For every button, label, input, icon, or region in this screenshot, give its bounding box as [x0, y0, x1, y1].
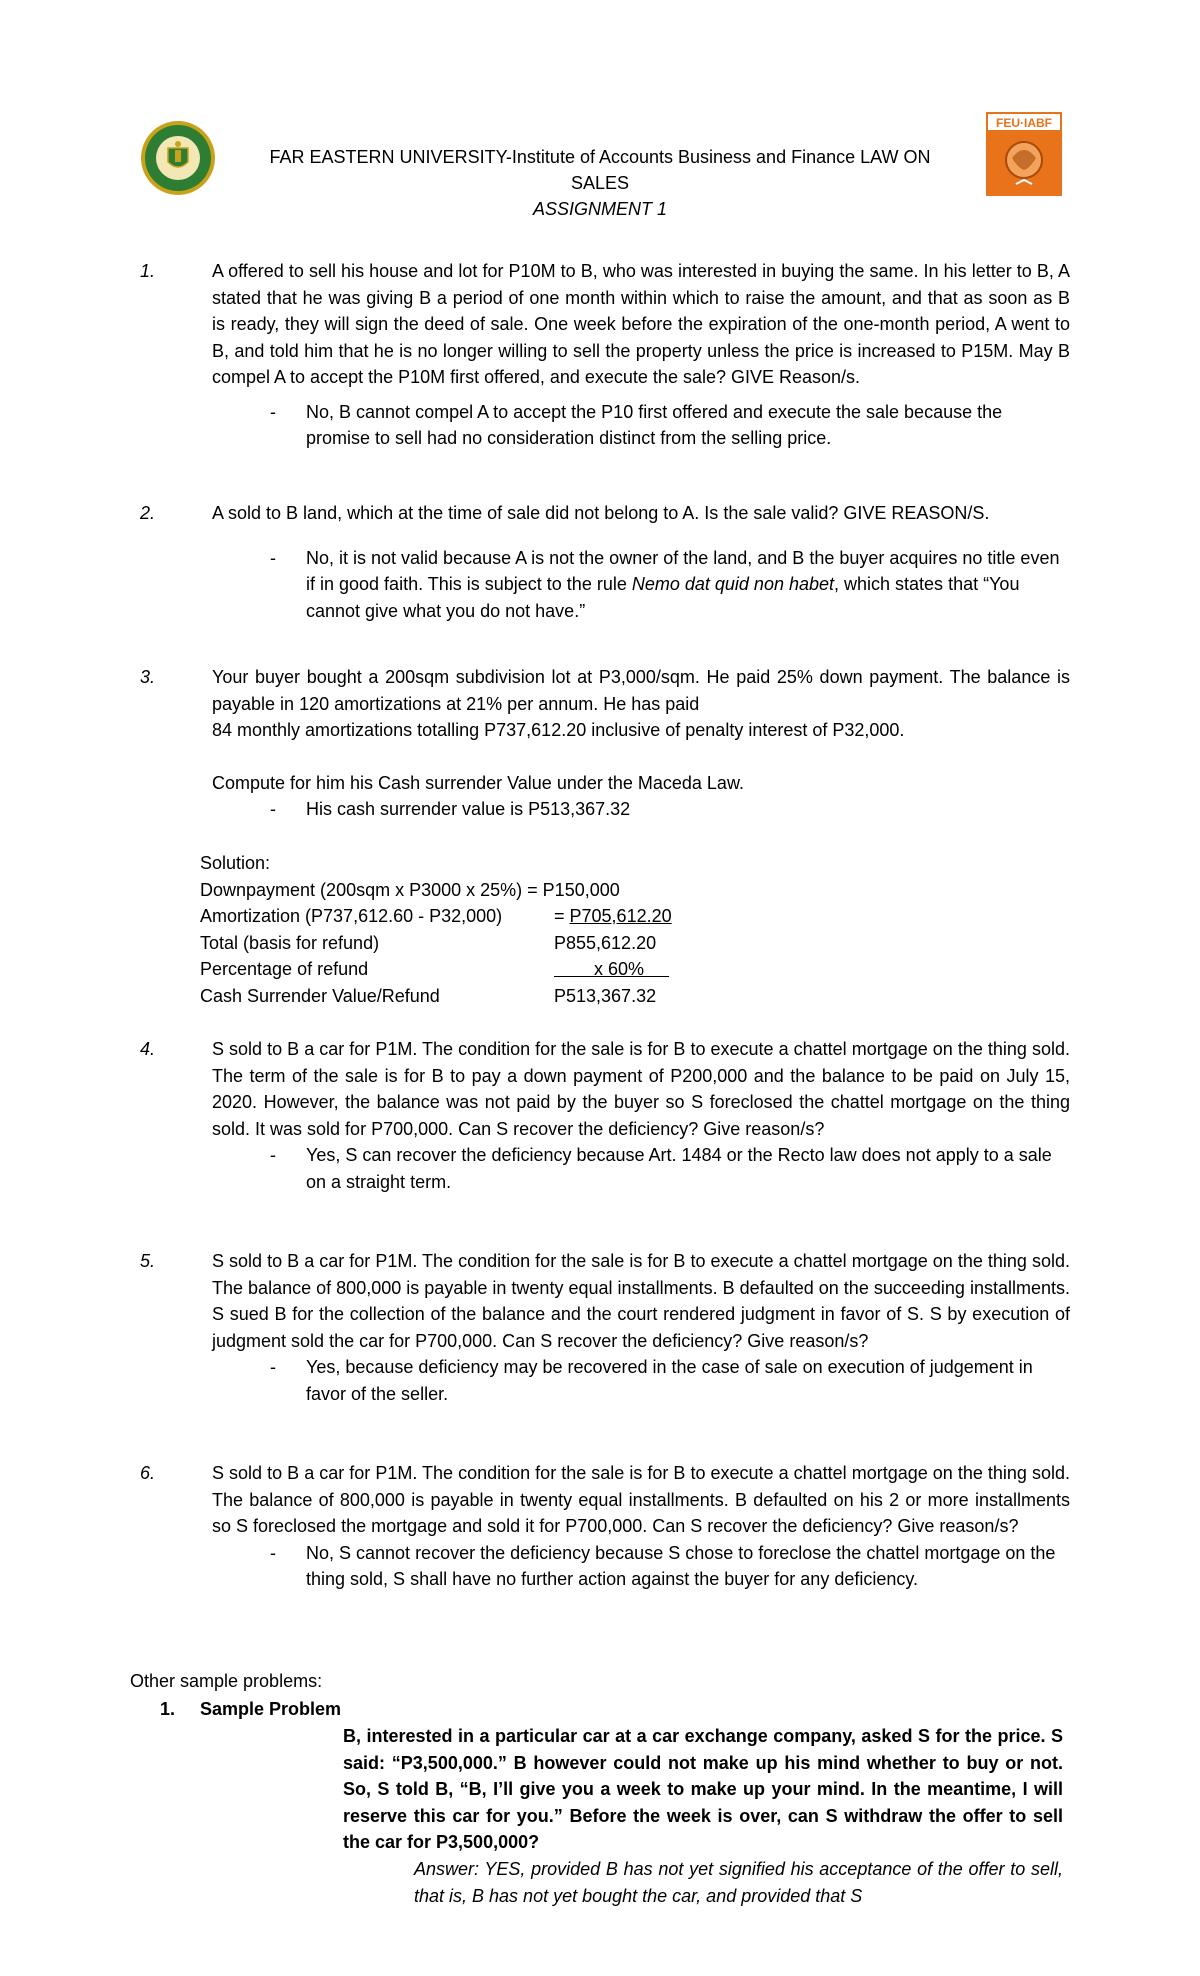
- solution-amortization-label: Amortization (P737,612.60 - P32,000): [200, 906, 503, 926]
- question-number: 4.: [140, 1039, 156, 1059]
- sample-problem-question: B, interested in a particular car at a car exchange company, asked S for the price. S said: “P3,500,000.” B however could not make up his mind whether to buy or not. So, S told B, “B, I’ll give you a week to make up your mind. In the meantime, I will reserve this car for you.” Before the week is over, can S withdraw the offer to sell the car for P3,500,000?: [343, 1726, 1063, 1852]
- solution-total-value: P855,612.20: [554, 932, 657, 953]
- assignment-title: ASSIGNMENT 1: [532, 199, 668, 219]
- answer-dash: -: [270, 1145, 276, 1165]
- solution-amortization-value: = P705,612.20: [554, 906, 672, 926]
- feu-iabf-logo: [986, 112, 1062, 196]
- question-6: [140, 1460, 1070, 1593]
- question-text: S sold to B a car for P1M. The condition for the sale is for B to execute a chattel mortgage on the thing sold. The balance of 800,000 is payable in twenty equal installments. B defaulted on the succeeding installments. S sued B for the collection of the balance and the court rendered judgment in favor of S. S by execution of judgment sold the car for P700,000. Can S recover the deficiency? Give reason/s?: [212, 1251, 1070, 1351]
- question-number: 5.: [140, 1251, 156, 1271]
- solution-csv-label: Cash Surrender Value/Refund: [200, 985, 440, 1006]
- other-problems-heading: Other sample problems:: [130, 1671, 323, 1691]
- answer-text: No, B cannot compel A to accept the P10 first offered and execute the sale because the promise to sell had no consideration distinct from the selling price.: [306, 401, 1003, 448]
- amortization-amount: P705,612.20: [569, 906, 672, 926]
- answer-dash: -: [270, 547, 276, 568]
- question-2: [140, 500, 1070, 624]
- question-5: [140, 1248, 1070, 1407]
- question-1: [140, 258, 1070, 452]
- answer-text: No, S cannot recover the deficiency because S chose to foreclose the chattel mortgage on the thing sold, S shall have no further action against the buyer for any deficiency.: [306, 1542, 1056, 1589]
- answer-dash: -: [270, 401, 276, 422]
- solution-total-label: Total (basis for refund): [200, 932, 380, 953]
- answer-3: [270, 796, 1070, 823]
- sample-problem-title: Sample Problem: [200, 1699, 342, 1719]
- header-line-1: FAR EASTERN UNIVERSITY-Institute of Accounts Business and Finance LAW ON: [269, 147, 931, 167]
- header-line-2: SALES: [570, 173, 630, 193]
- question-number: 1.: [140, 261, 156, 281]
- solution-downpayment: Downpayment (200sqm x P3000 x 25%) = P150,000: [200, 879, 620, 900]
- question-text: S sold to B a car for P1M. The condition for the sale is for B to execute a chattel mortgage on the thing sold. The term of the sale is for B to pay a down payment of P200,000 and the balance to be paid on July 15, 2020. However, the balance was not paid by the buyer so S foreclosed the chattel mortgage on the thing sold. It was sold for P700,000. Can S recover the deficiency? Give reason/s?: [212, 1039, 1070, 1139]
- sample-problem-number: 1.: [160, 1699, 176, 1719]
- solution-heading: Solution:: [200, 853, 271, 873]
- sample-problem-heading: [160, 1696, 341, 1723]
- solution-csv-value: P513,367.32: [554, 985, 657, 1006]
- answer-dash: -: [270, 1357, 276, 1377]
- question-4: [140, 1036, 1070, 1195]
- document-header: [250, 144, 950, 222]
- answer-dash: -: [270, 1542, 276, 1563]
- feu-seal-logo: [140, 120, 216, 196]
- answer-1: [270, 399, 1070, 452]
- question-number: 6.: [140, 1463, 156, 1483]
- answer-5: [270, 1354, 1070, 1407]
- sample-problem-answer: Answer: YES, provided B has not yet signified his acceptance of the offer to sell, that is, B has not yet bought the car, and provided that S: [414, 1859, 1063, 1906]
- answer-6: [270, 1540, 1070, 1593]
- solution-percentage-value: x 60%: [594, 959, 645, 979]
- question-text: [212, 664, 1070, 796]
- question-3: [140, 664, 1070, 823]
- answer-dash: -: [270, 799, 276, 819]
- question-text-part-b: 84 monthly amortizations totalling P737,612.20 inclusive of penalty interest of P32,000.: [212, 720, 905, 740]
- solution-percentage-label: Percentage of refund: [200, 959, 369, 979]
- answer-text: No, it is not valid because A is not the owner of the land, and B the buyer acquires no title even if in good faith. This is subject to the rule Nemo dat quid non habet, which states that “You cannot give what you do not have.”: [306, 547, 1060, 621]
- answer-text: Yes, because deficiency may be recovered in the case of sale on execution of judgement in favor of the seller.: [306, 1357, 1033, 1404]
- question-number: 3.: [140, 667, 156, 687]
- answer-text: His cash surrender value is P513,367.32: [306, 799, 631, 819]
- answer-4: [270, 1142, 1070, 1195]
- question-text-part-c: Compute for him his Cash surrender Value under the Maceda Law.: [212, 772, 744, 793]
- question-number: 2.: [140, 503, 156, 523]
- latin-maxim: Nemo dat quid non habet: [631, 574, 835, 594]
- logo-right-label: FEU·IABF: [996, 116, 1052, 130]
- question-text-part-a: Your buyer bought a 200sqm subdivision lot at P3,000/sqm. He paid 25% down payment. The balance is payable in 120 amortizations at 21% per annum. He has paid: [212, 667, 1070, 714]
- solution-block: [200, 850, 800, 1009]
- question-text: A offered to sell his house and lot for P10M to B, who was interested in buying the same. In his letter to B, A stated that he was giving B a period of one month within which to raise the amount, and that as soon as B is ready, they will sign the deed of sale. One week before the expiration of the one-month period, A went to B, and told him that he is no longer willing to sell the property unless the price is increased to P15M. May B compel A to accept the P10M first offered, and execute the sale? GIVE Reason/s.: [212, 261, 1070, 387]
- question-text: A sold to B land, which at the time of sale did not belong to A. Is the sale valid? GIVE REASON/S.: [212, 503, 990, 523]
- answer-2: [270, 545, 1070, 625]
- question-text: S sold to B a car for P1M. The condition for the sale is for B to execute a chattel mortgage on the thing sold. The balance of 800,000 is payable in twenty equal installments. B defaulted on his 2 or more installments so S foreclosed the mortgage and sold it for P700,000. Can S recover the deficiency? Give reason/s?: [212, 1463, 1070, 1536]
- answer-text: Yes, S can recover the deficiency because Art. 1484 or the Recto law does not apply to a sale on a straight term.: [306, 1145, 1052, 1192]
